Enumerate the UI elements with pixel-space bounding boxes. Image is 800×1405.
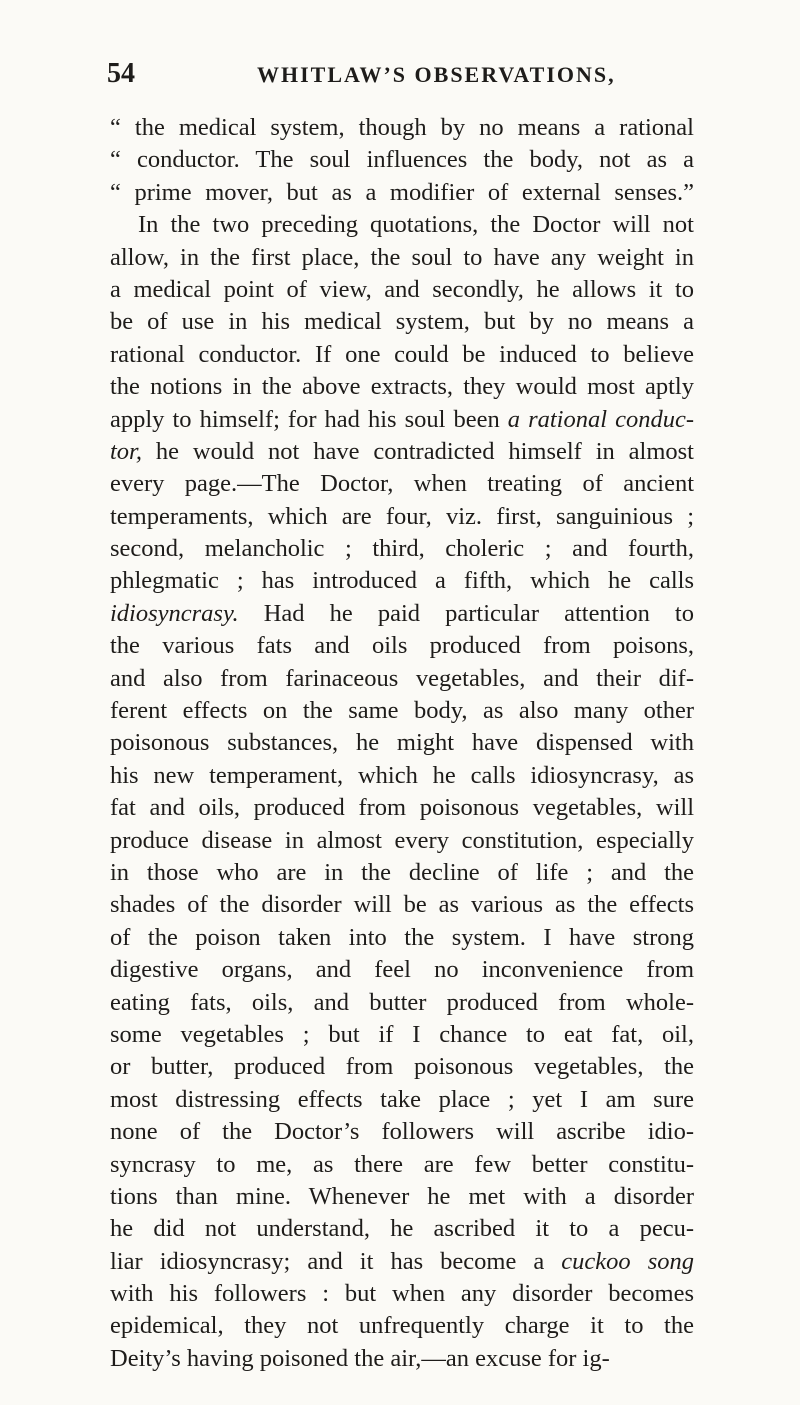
text-line — [110, 987, 694, 1019]
line-text: he would not have contradicted himself in almost — [142, 437, 694, 465]
text-line — [110, 1278, 694, 1310]
line-text: allow, in the first place, the soul to have any weight in — [110, 243, 694, 271]
text-line — [110, 922, 694, 954]
text-line — [110, 501, 694, 533]
line-text: the notions in the above extracts, they would most aptly — [110, 373, 694, 401]
text-line — [110, 1310, 694, 1342]
line-text: temperaments, which are four, viz. first, sanguinious ; — [110, 502, 694, 530]
text-line — [110, 598, 694, 630]
text-line — [110, 1181, 694, 1213]
text-line — [110, 1116, 694, 1148]
italic-text: cuckoo song — [561, 1247, 694, 1275]
text-line — [110, 565, 694, 597]
line-text: some vegetables ; but if I chance to eat fat, oil, — [110, 1020, 694, 1048]
line-text: he did not understand, he ascribed it to a pecu- — [110, 1215, 694, 1243]
text-line — [110, 1213, 694, 1245]
text-line — [110, 760, 694, 792]
text-line — [110, 1149, 694, 1181]
line-text: every page.—The Doctor, when treating of ancient — [110, 470, 694, 498]
text-line — [110, 144, 694, 176]
line-text: In the two preceding quotations, the Doctor will not — [138, 211, 694, 239]
line-text: Had he paid particular attention to — [238, 599, 694, 627]
line-text: ferent effects on the same body, as also many other — [110, 697, 694, 725]
text-line — [110, 533, 694, 565]
text-line — [110, 889, 694, 921]
italic-text: idiosyncrasy. — [110, 599, 239, 627]
line-text: poisonous substances, he might have dispensed with — [110, 729, 694, 757]
text-line — [110, 663, 694, 695]
text-line — [110, 1019, 694, 1051]
line-text: none of the Doctor’s followers will ascribe idio- — [110, 1118, 694, 1146]
line-text: or butter, produced from poisonous vegetables, the — [110, 1053, 694, 1081]
line-text: the various fats and oils produced from poisons, — [110, 632, 694, 660]
italic-text: tor, — [110, 437, 143, 465]
line-text: produce disease in almost every constitution, especially — [110, 826, 694, 854]
line-text: most distressing effects take place ; yet I am sure — [110, 1085, 694, 1113]
line-text: be of use in his medical system, but by no means a — [110, 308, 694, 336]
line-text: in those who are in the decline of life ; and the — [110, 858, 694, 886]
line-text: “ the medical system, though by no means a rational — [110, 114, 694, 141]
text-line — [110, 306, 694, 338]
line-text: rational conductor. If one could be induced to believe — [110, 340, 694, 368]
running-title: WHITLAW’S OBSERVATIONS, — [257, 62, 616, 87]
text-line — [110, 630, 694, 662]
line-text: a medical point of view, and secondly, he allows it to — [110, 275, 694, 303]
text-line — [110, 274, 694, 306]
text-line — [110, 727, 694, 759]
text-line — [110, 209, 694, 241]
line-text: of the poison taken into the system. I have strong — [110, 923, 694, 951]
line-text: shades of the disorder will be as various as the effects — [110, 891, 694, 919]
line-text: liar idiosyncrasy; and it has become a — [110, 1247, 562, 1275]
line-text: Deity’s having poisoned the air,—an excuse for ig- — [110, 1344, 610, 1372]
text-line — [110, 954, 694, 986]
text-line — [110, 177, 694, 209]
line-text: second, melancholic ; third, choleric ; and fourth, — [110, 535, 694, 563]
line-text: eating fats, oils, and butter produced from whole- — [110, 988, 694, 1016]
text-line — [110, 695, 694, 727]
text-line — [110, 857, 694, 889]
text-line — [110, 339, 694, 371]
page-number: 54 — [107, 58, 135, 89]
text-line — [110, 1051, 694, 1083]
line-text: “ prime mover, but as a modifier of external senses.” — [110, 178, 694, 206]
text-line — [110, 468, 694, 500]
line-text: fat and oils, produced from poisonous vegetables, will — [110, 794, 694, 822]
line-text: tions than mine. Whenever he met with a disorder — [110, 1182, 694, 1210]
body-text — [110, 112, 694, 1375]
text-line — [110, 112, 694, 144]
line-text: syncrasy to me, as there are few better constitu- — [110, 1150, 694, 1178]
line-text: epidemical, they not unfrequently charge it to the — [110, 1312, 694, 1340]
line-text: “ conductor. The soul influences the body, not as a — [110, 146, 694, 174]
line-text: digestive organs, and feel no inconvenience from — [110, 956, 694, 984]
text-line — [110, 1084, 694, 1116]
line-text: and also from farinaceous vegetables, and their dif- — [110, 664, 694, 692]
text-line — [110, 792, 694, 824]
line-text: with his followers : but when any disorder becomes — [110, 1280, 694, 1308]
text-line — [110, 1246, 694, 1278]
text-line — [110, 436, 694, 468]
text-line — [110, 825, 694, 857]
text-line — [110, 1343, 694, 1375]
italic-text: a rational conduc- — [507, 405, 694, 433]
line-text: phlegmatic ; has introduced a fifth, which he calls — [110, 567, 694, 595]
text-line — [110, 371, 694, 403]
page-header — [107, 58, 699, 98]
line-text: apply to himself; for had his soul been — [110, 405, 508, 433]
text-line — [110, 404, 694, 436]
text-line — [110, 242, 694, 274]
line-text: his new temperament, which he calls idiosyncrasy, as — [110, 761, 694, 789]
